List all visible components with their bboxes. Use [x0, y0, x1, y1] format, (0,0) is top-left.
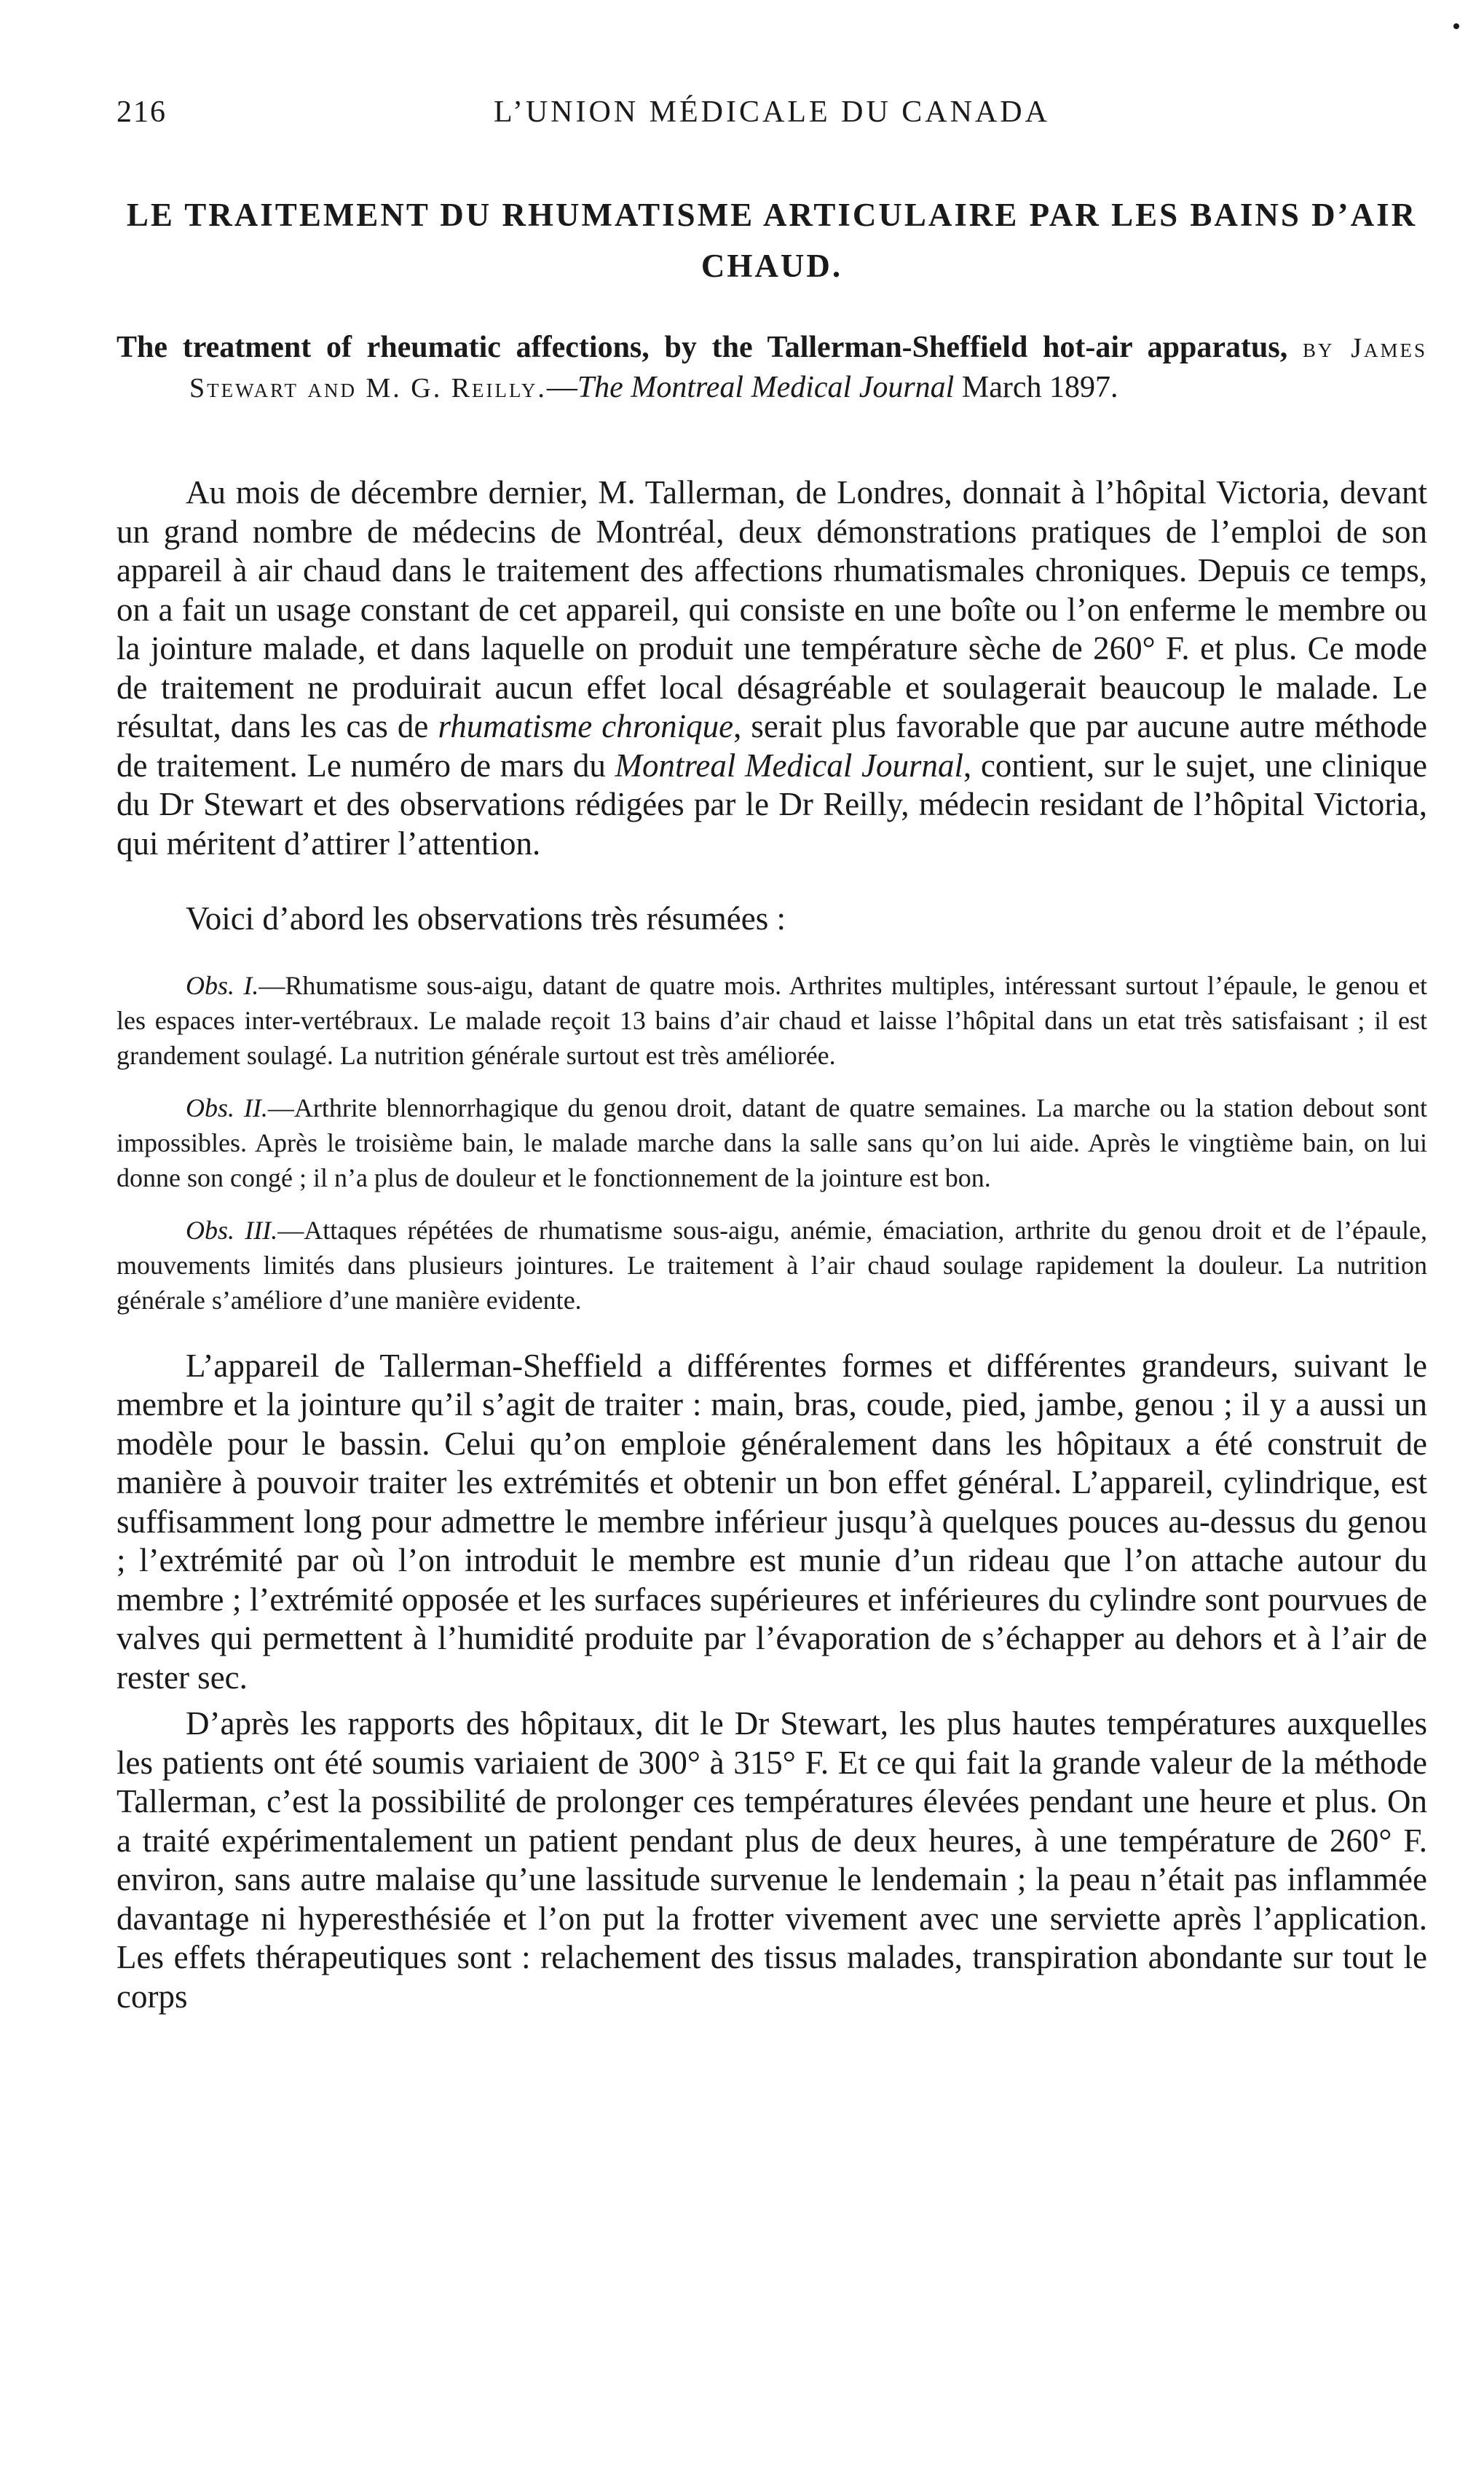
- book-page: [117, 95, 1427, 2016]
- article-title: LE TRAITEMENT DU RHUMATISME ARTICULAIRE PAR LES BAINS D’AIR CHAUD.: [126, 197, 1418, 284]
- observation-text: —Arthrite blennorrhagique du genou droit, datant de quatre semaines. La marche ou la station debout sont impossibles. Après le troisième bain, le malade marche dans la salle sans qu’on lui aide. Après le vingtième bain, on lui donne son congé ; il n’a plus de douleur et le fonctionnement de la jointure est bon.: [117, 1093, 1427, 1192]
- source-reference: [117, 328, 1427, 408]
- intro-emphasis-journal: Montreal Medical Journal: [615, 747, 964, 784]
- observation-label: Obs. III.: [186, 1215, 278, 1245]
- reference-date: March 1897.: [961, 371, 1118, 404]
- observation-item: [117, 1213, 1427, 1318]
- reference-title: The treatment of rheumatic affections, by the Tallerman-Sheffield hot-air apparatus,: [117, 331, 1288, 364]
- intro-text-a: Au mois de décembre dernier, M. Tallerman, de Londres, donnait à l’hôpital Victoria, devant un grand nombre de médecins de Montréal, deux démonstrations pratiques de l’emploi de son appareil à air chaud dans le traitement des affections rhumatismales chroniques. Depuis ce temps, on a fait un usage constant de cet appareil, qui consiste en une boîte ou l’on enferme le membre ou la jointure malade, et dans laquelle on produit une température sèche de 260° F. et plus. Ce mode de traitement ne produirait aucun effet local désagréable et soulagerait beaucoup le malade. Le résultat, dans les cas de: [117, 474, 1427, 744]
- intro-text-c: , contient, sur le sujet, une clinique du Dr Stewart et des observations rédigées par le Dr Reilly, médecin residant de l’hôpital Victoria, qui méritent d’attirer l’attention.: [117, 747, 1428, 862]
- paragraph-observations-intro: Voici d’abord les observations très résumées :: [186, 900, 786, 937]
- observation-label: Obs. I.: [186, 970, 259, 1000]
- page-number: 216: [117, 95, 167, 129]
- reference-dash: —: [546, 371, 577, 404]
- observation-item: [117, 968, 1427, 1073]
- reference-journal: The Montreal Medical Journal: [577, 371, 955, 404]
- intro-text-b: , serait plus favorable que par aucune autre méthode de traitement. Le numéro de mars du: [117, 708, 1428, 784]
- paragraph-intro: [117, 473, 1427, 863]
- observation-text: —Rhumatisme sous-aigu, datant de quatre mois. Arthrites multiples, intéressant surtout l’épaule, le genou et les espaces inter-vertébraux. Le malade reçoit 13 bains d’air chaud et laisse l’hôpital dans un etat très satisfaisant ; il est grandement soulagé. La nutrition générale surtout est très améliorée.: [117, 970, 1427, 1070]
- observation-text: —Attaques répétées de rhumatisme sous-aigu, anémie, émaciation, arthrite du genou droit et de l’épaule, mouvements limités dans plusieurs jointures. Le traitement à l’air chaud soulage rapidement la douleur. La nutrition générale s’améliore d’une manière evidente.: [117, 1215, 1427, 1315]
- running-head: [117, 95, 1427, 153]
- observations-list: [117, 968, 1427, 1318]
- paragraph-temperatures: D’après les rapports des hôpitaux, dit le Dr Stewart, les plus hautes températures auxquelles les patients ont été soumis variaient de 300° à 315° F. Et ce qui fait la grande valeur de la méthode Tallerman, c’est la possibilité de prolonger ces températures élevées pendant une heure et plus. On a traité expérimentalement un patient pendant plus de deux heures, à une température de 260° F. environ, sans autre malaise qu’une lassitude survenue le lendemain ; la peau n’était pas inflammée davantage ni hyperesthésiée et l’on put la frotter vivement avec une serviette après l’application. Les effets thérapeutiques sont : relachement des tissus malades, transpiration abondante sur tout le corps: [117, 1705, 1427, 2015]
- intro-emphasis-rhumatisme: rhumatisme chronique: [438, 708, 734, 744]
- observation-item: [117, 1090, 1427, 1195]
- margin-mark: [1453, 23, 1459, 29]
- observation-label: Obs. II.: [186, 1093, 268, 1122]
- paragraph-apparatus: L’appareil de Tallerman-Sheffield a différentes formes et différentes grandeurs, suivant le membre et la jointure qu’il s’agit de traiter : main, bras, coude, pied, jambe, genou ; il y a aussi un modèle pour le bassin. Celui qu’on emploie généralement dans les hôpitaux a été construit de manière à pouvoir traiter les extrémités et obtenir un bon effet général. L’appareil, cylindrique, est suffisamment long pour admettre le membre inférieur jusqu’à quelques pouces au-dessus du genou ; l’extrémité par où l’on introduit le membre est munie d’un rideau que l’on attache autour du membre ; l’extrémité opposée et les surfaces supérieures et inférieures du cylindre sont pourvues de valves qui permettent à l’humidité produite par l’évaporation de s’échapper au dehors et à l’air de rester sec.: [117, 1347, 1427, 1696]
- reference-authors: by James Stewart and M. G. Reilly.: [189, 333, 1428, 404]
- journal-title: L’UNION MÉDICALE DU CANADA: [494, 95, 1050, 129]
